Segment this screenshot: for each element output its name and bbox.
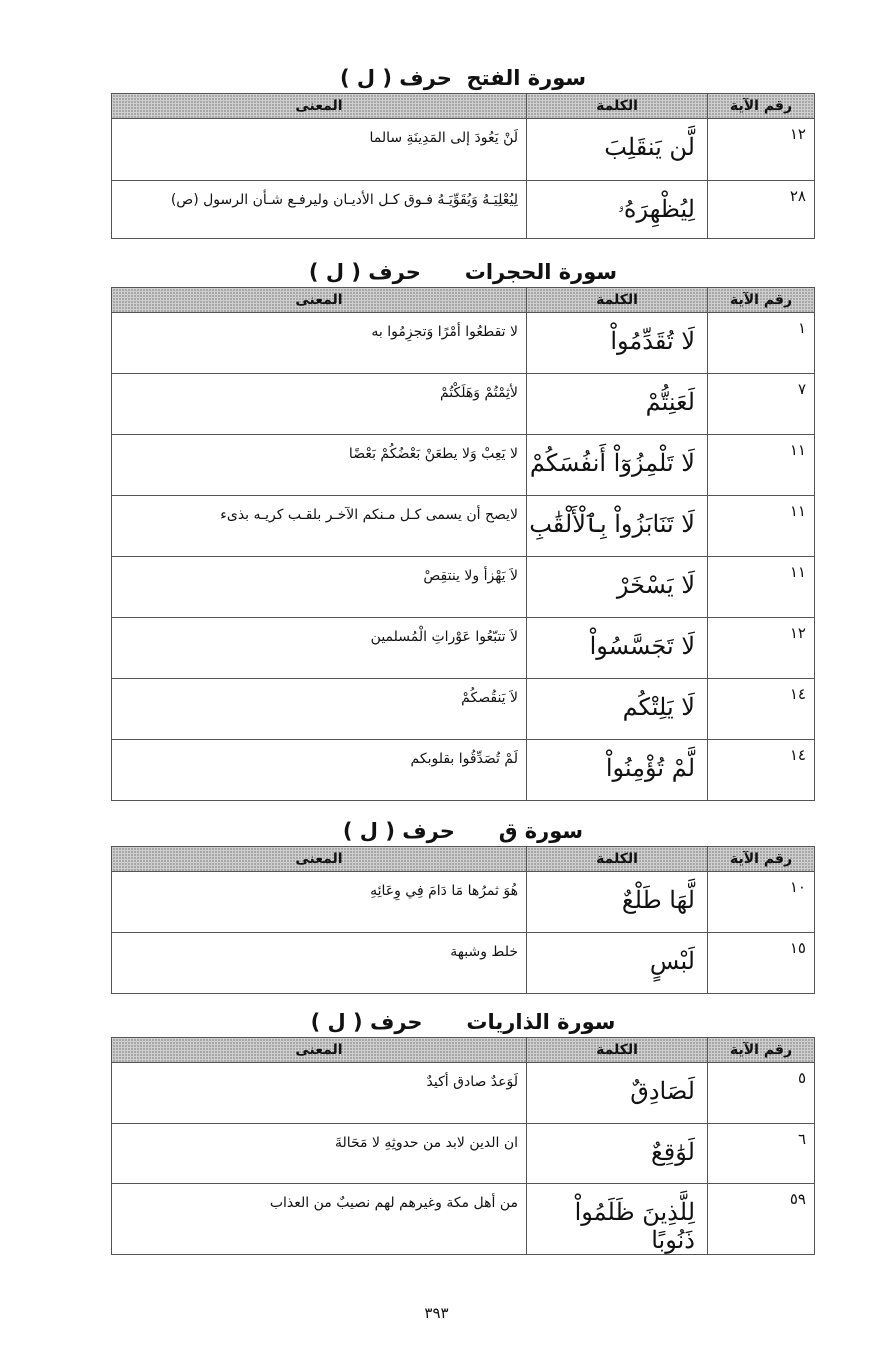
quran-word: لَبْسٍ [527,933,708,994]
vocab-table [111,287,815,801]
table-row [112,435,815,496]
word-meaning: لا تقطعُوا أمْرًا وَتجزِمُوا به [112,313,527,374]
quran-word: لَّمْ تُؤْمِنُواْ [527,740,708,801]
quran-word: لَصَادِقٌ [527,1063,708,1124]
quran-word: لَا يَلِتْكُم [527,679,708,740]
verse-number: ١١ [708,557,815,618]
section-al-fath [111,63,815,239]
table-row [112,374,815,435]
word-meaning: لاَ يَنقُصكُمْ [112,679,527,740]
header-verse-number: رقم الآية [708,288,815,313]
quran-word: لَوَٰقِعٌ [527,1124,708,1184]
vocab-table [111,93,815,239]
quran-word: لِلَّذِينَ ظَلَمُواْ ذَنُوبًا [527,1184,708,1255]
verse-number: ١١ [708,435,815,496]
verse-number: ٢٨ [708,181,815,239]
vocab-table [111,1037,815,1255]
quran-word: لِيُظْهِرَهُۥ [527,181,708,239]
quran-word: لَا تَنَابَزُواْ بِٱلْأَلْقَٰبِ [527,496,708,557]
word-meaning: لاَ تتبّعُوا عَوْراتِ الْمُسلمين [112,618,527,679]
header-meaning: المعنى [112,847,527,872]
header-word: الكلمة [527,94,708,119]
quran-word: لَّن يَنقَلِبَ [527,119,708,181]
header-meaning: المعنى [112,288,527,313]
table-row [112,181,815,239]
table-row [112,313,815,374]
verse-number: ٥ [708,1063,815,1124]
table-row [112,872,815,933]
verse-number: ١٢ [708,119,815,181]
table-row [112,557,815,618]
section-qaf [111,816,815,994]
table-row [112,119,815,181]
header-word: الكلمة [527,288,708,313]
verse-number: ٦ [708,1124,815,1184]
quran-word: لَعَنِتُّمْ [527,374,708,435]
header-meaning: المعنى [112,94,527,119]
word-meaning: خلط وشبهة [112,933,527,994]
verse-number: ٧ [708,374,815,435]
word-meaning: لأثِمْتُمْ وَهَلَكْتُمْ [112,374,527,435]
header-word: الكلمة [527,847,708,872]
header-word: الكلمة [527,1038,708,1063]
verse-number: ١٥ [708,933,815,994]
table-header-row [112,94,815,119]
table-header-row [112,288,815,313]
table-row [112,1184,815,1255]
header-verse-number: رقم الآية [708,94,815,119]
header-verse-number: رقم الآية [708,847,815,872]
table-row [112,1063,815,1124]
verse-number: ١٢ [708,618,815,679]
word-meaning: لاَ يَهْزأ ولا ينتقِصْ [112,557,527,618]
page-number: ٣٩٣ [424,1304,449,1322]
quran-word: لَا يَسْخَرْ [527,557,708,618]
quran-word: لَا تَلْمِزُوٓاْ أَنفُسَكُمْ [527,435,708,496]
table-row [112,933,815,994]
word-meaning: لايصح أن يسمى كـل مـنكم الآخـر بلقـب كريـه بذىء [112,496,527,557]
table-row [112,496,815,557]
table-row [112,679,815,740]
section-al-hujurat [111,257,815,801]
table-row [112,618,815,679]
word-meaning: ان الدين لابد من حدوثِهِ لا مَحَالةَ [112,1124,527,1184]
verse-number: ١٤ [708,740,815,801]
header-verse-number: رقم الآية [708,1038,815,1063]
table-row [112,740,815,801]
section-title: سورة الذاريات حرف ( ل ) [310,1010,616,1034]
vocab-table [111,846,815,994]
verse-number: ١٠ [708,872,815,933]
verse-number: ١١ [708,496,815,557]
word-meaning: لَنْ يَعُودَ إلى المَدِينَةِ سالما [112,119,527,181]
word-meaning: هُوَ ثمرُها مَا دَامَ فِي وِعَائِهِ [112,872,527,933]
table-header-row [112,847,815,872]
word-meaning: لِيُعْلِيَـهُ وَيُقَوِّيَـهُ فـوق كـل الأديـان وليرفـع شـأن الرسول (ص) [112,181,527,239]
quran-word: لَا تُقَدِّمُواْ [527,313,708,374]
quran-word: لَّهَا طَلْعٌ [527,872,708,933]
table-header-row [112,1038,815,1063]
section-title: سورة الحجرات حرف ( ل ) [308,260,618,284]
header-meaning: المعنى [112,1038,527,1063]
word-meaning: لَمْ تُصَدِّقُوا بقلوبكم [112,740,527,801]
verse-number: ١٤ [708,679,815,740]
section-adh-dhariyat [111,1007,815,1255]
section-title: سورة الفتح حرف ( ل ) [339,66,587,90]
section-title: سورة ق حرف ( ل ) [342,819,584,843]
verse-number: ٥٩ [708,1184,815,1255]
table-row [112,1124,815,1184]
word-meaning: لا يَعِبْ وَلا يطعَنْ بَعْضُكُمْ بَعْضًا [112,435,527,496]
verse-number: ١ [708,313,815,374]
quran-word: لَا تَجَسَّسُواْ [527,618,708,679]
word-meaning: لَوَعدٌ صادق أكيدٌ [112,1063,527,1124]
word-meaning: من أهل مكة وغيرهم لهم نصيبٌ من العذاب [112,1184,527,1255]
